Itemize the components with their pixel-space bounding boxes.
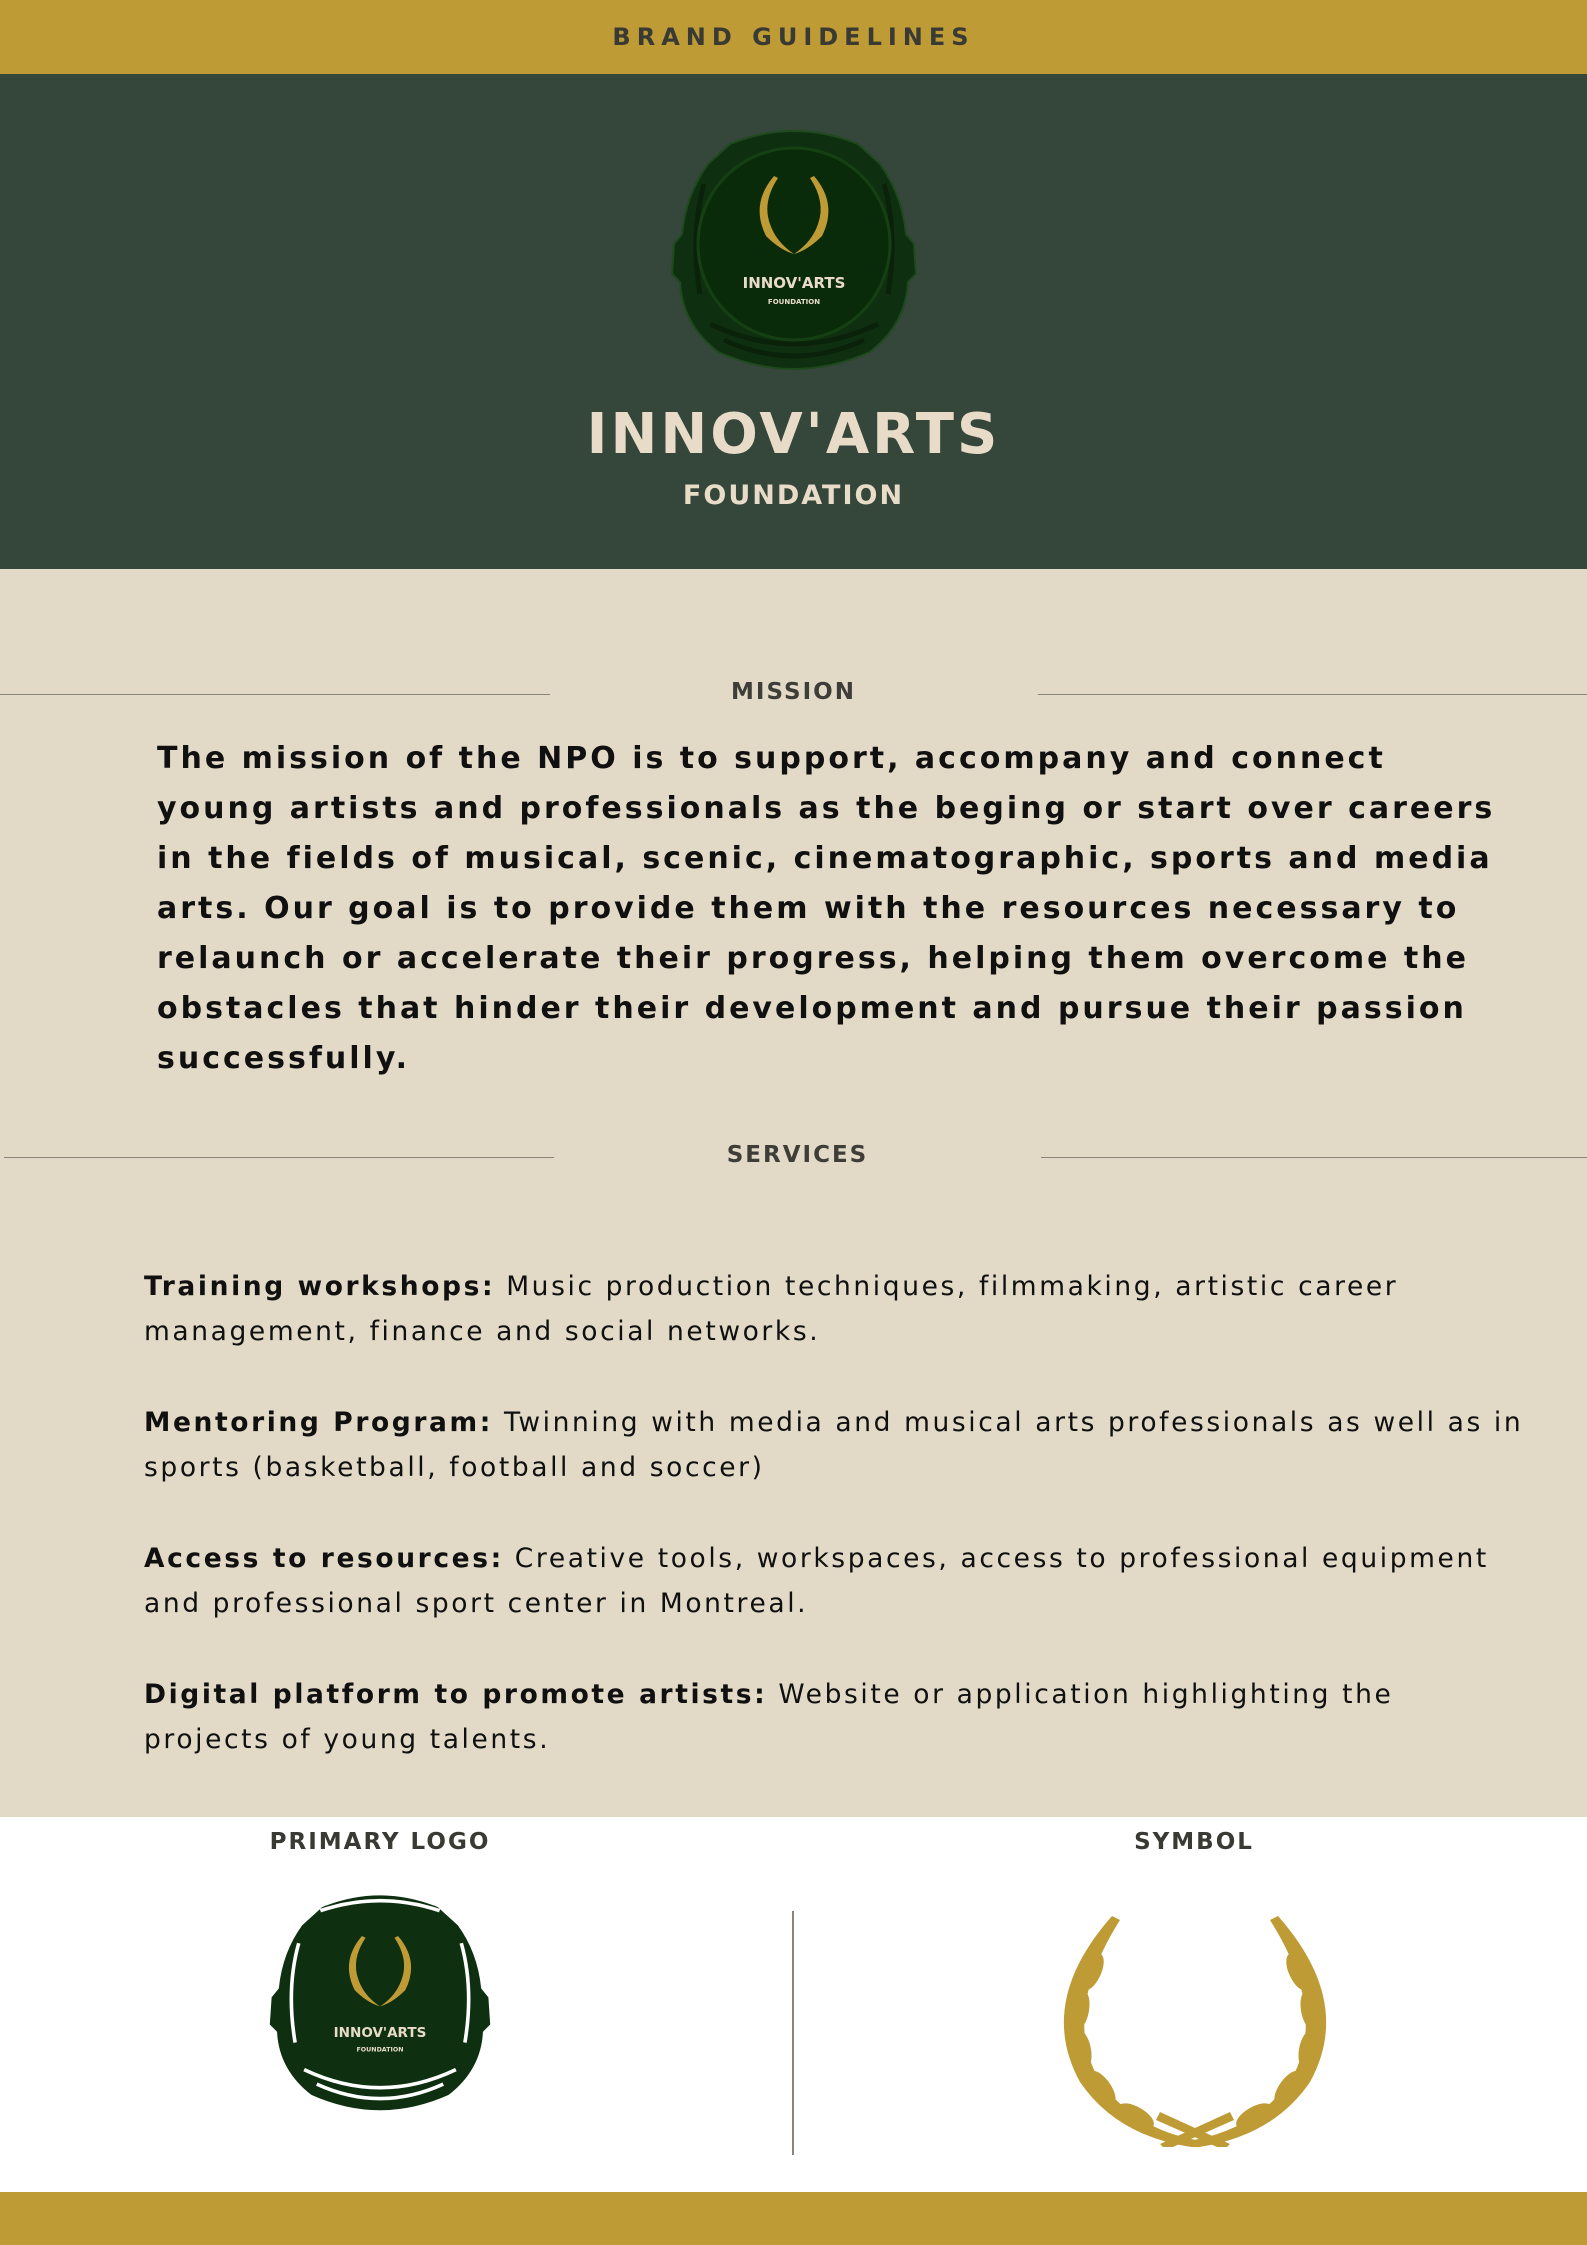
vertical-divider bbox=[792, 1911, 794, 2155]
mission-body: The mission of the NPO is to support, accompany and connect young artists and professionals as the beging or start over careers in the fields of musical, scenic, cinematographic, sports and media arts. Our goal is to provide them with the resources necessary to relaunch or accelerate their progress, helping them overcome the obstacles that hinder their development and pursue their passion successfully. bbox=[157, 741, 1496, 1076]
astronaut-helmet-emblem-icon bbox=[670, 124, 918, 372]
mission-heading bbox=[0, 679, 1587, 709]
band-title: BRAND GUIDELINES bbox=[612, 23, 975, 51]
service-item bbox=[144, 1264, 1524, 1354]
services-heading bbox=[0, 1142, 1587, 1172]
top-band bbox=[0, 0, 1587, 74]
service-text: Twinning with media and musical arts professionals as well as in sports (basketball, football and soccer) bbox=[144, 1407, 1524, 1483]
primary-logo-title: PRIMARY LOGO bbox=[269, 1829, 491, 1855]
brand-subtitle: FOUNDATION bbox=[682, 480, 905, 511]
service-label: Training workshops: bbox=[144, 1271, 496, 1302]
brand-name: INNOV'ARTS bbox=[586, 402, 1001, 467]
service-item bbox=[144, 1672, 1524, 1762]
hero-section bbox=[0, 74, 1587, 569]
service-text: Music production techniques, filmmaking, artistic career management, finance and social networks. bbox=[144, 1271, 1399, 1347]
bottom-band bbox=[0, 2192, 1587, 2245]
laurel-wreath-icon bbox=[1050, 1912, 1340, 2147]
emblem-text-sub: FOUNDATION bbox=[767, 298, 821, 306]
service-label: Access to resources: bbox=[144, 1543, 504, 1574]
mission-title: MISSION bbox=[731, 679, 856, 705]
service-text: Website or application highlighting the projects of young talents. bbox=[144, 1679, 1394, 1755]
service-item bbox=[144, 1400, 1524, 1490]
service-text: Creative tools, workspaces, access to professional equipment and professional sport center in Montreal. bbox=[144, 1543, 1489, 1619]
services-title: SERVICES bbox=[726, 1142, 869, 1168]
service-item bbox=[144, 1536, 1524, 1626]
logo-text-name: INNOV'ARTS bbox=[333, 2025, 427, 2042]
logo-text-sub: FOUNDATION bbox=[356, 2046, 404, 2054]
symbol-title: SYMBOL bbox=[1134, 1829, 1254, 1855]
logos-section bbox=[0, 1817, 1587, 2192]
emblem-text-name: INNOV'ARTS bbox=[742, 274, 846, 292]
service-label: Mentoring Program: bbox=[144, 1407, 493, 1438]
primary-logo-icon bbox=[268, 1889, 492, 2113]
services-list bbox=[144, 1264, 1524, 1808]
service-label: Digital platform to promote artists: bbox=[144, 1679, 768, 1710]
content-section bbox=[0, 569, 1587, 1817]
